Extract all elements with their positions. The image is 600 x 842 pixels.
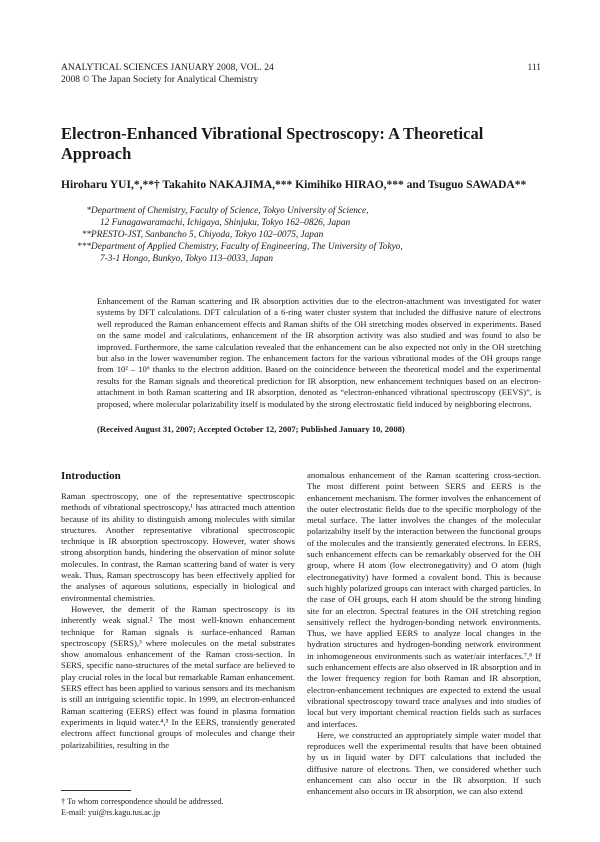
paper-title: Electron-Enhanced Vibrational Spectroscopy: A Theoretical Approach (61, 124, 484, 163)
paragraph: However, the demerit of the Raman spectroscopy is its inherently weak signal.² The most well-known enhancement technique for Raman signals is surface-enhanced Raman spectroscopy (SERS),³ where molecules on the metal substrates show anomalous enhancement of the Raman cross-section. In SERS, specific nano-structures of the metal surface are believed to play crucial roles in the local but remarkable Raman enhancement. SERS effect has been applied to various sensors and its mechanism is still an intriguing scientific topic. In 1999, an electron-enhanced Raman scattering (EERS) effect was found in plasma formation experiments in liquid water.⁴,⁵ In the EERS, transiently generated electrons affect functional groups of molecules and change their polarizabilities, resulting in the (61, 603, 295, 750)
paragraph: Here, we constructed an appropriately simple water model that reproduces well the experimental results that have been obtained by us in liquid water by DFT calculations that included the diffusive nature of electrons. Then, we considered whether such enhancement can also occur in the IR absorption. If such enhancement also occurs in IR absorption, we can also extend (307, 729, 541, 797)
received-dates: (Received August 31, 2007; Accepted October 12, 2007; Published January 10, 2008) (97, 424, 405, 434)
paragraph: anomalous enhancement of the Raman scattering cross-section. The most different point between SERS and EERS is the enhancement mechanism. The former involves the enhancement of the outer electrostatic fields due to the specific morphology of the metal surface. The latter involves the changes of the molecular polarizabilty itself by the interaction between the functional groups of the molecules and the transiently generated electrons. In EERS, such enhancement effects can be remarkably observed for the OH group, where H atom (low electronegativity) and O atom (high electronegativity) have formed a covalent bond. This is because such highly polarized groups can interact with charged particles. In the case of OH groups, each H atom should be the strong binding site for an electron. Spectral features in the OH stretching region sensitively reflect the hydrogen-bonding network environments. Thus, we have applied EERS to analyze local changes in the hydration structures and hydrogen-bonding network environment in inhomogeneous environments such as water/air interfaces.⁷,⁸ If such enhancement effects are also observed in IR absorption and in the lower frequency region for both Raman and IR absorption, electron-enhancement techniques are expected to extend the usual vibrational spectroscopy toward trace analyses and into studies of local but very important chemical reaction fields such as surfaces and interfaces. (307, 470, 541, 729)
journal-line: ANALYTICAL SCIENCES JANUARY 2008, VOL. 24 (61, 63, 274, 73)
affiliations (61, 205, 531, 265)
copyright-line: 2008 © The Japan Society for Analytical Chemistry (61, 75, 259, 85)
section-heading-introduction: Introduction (61, 470, 121, 482)
footnote-correspondence: † To whom correspondence should be addressed. (61, 797, 224, 806)
affiliation-line: 7-3-1 Hongo, Bunkyo, Tokyo 113–0033, Japan (100, 254, 273, 264)
affiliation-line: PRESTO-JST, Sanbancho 5, Chiyoda, Tokyo 102–0075, Japan (91, 230, 324, 240)
affiliation-line: Department of Applied Chemistry, Faculty of Engineering, The University of Tokyo, (91, 242, 403, 252)
right-column (307, 470, 541, 798)
affiliation-mark: *** (77, 242, 91, 252)
affiliation-line: 12 Funagawaramachi, Ichigaya, Shinjuku, Tokyo 162–0826, Japan (100, 218, 351, 228)
left-column (61, 470, 295, 751)
affiliation-mark: * (86, 206, 91, 216)
affiliation-mark: ** (81, 230, 91, 240)
paragraph: Raman spectroscopy, one of the representative spectroscopic methods of vibrational spectroscopy,¹ has attracted much attention because of its ability to distinguish among molecules with similar structures. Another representative vibrational spectroscopic technique is IR absorption spectroscopy. However, water shows strong absorption bands, hindering the observation of minor solute molecules. In contrast, the Raman scattering band of water is very weak. Thus, Raman spectroscopy has been effectively applied for the analyses of aqueous solutions, especially in biological and environmental chemistries. (61, 491, 295, 603)
abstract: Enhancement of the Raman scattering and IR absorption activities due to the electron-attachment was investigated for water systems by DFT calculations. DFT calculation of a 6-ring water cluster system that included the diffusive nature of electrons well reproduced the Raman enhancement effects and Raman shifts of the OH stretching modes observed in experiments. Based on the same model and calculations, enhancement of the IR absorption activity was also studied and was found to also be improved. Furthermore, the same calculation revealed that the enhancement can be also expected not only in the OH stretching but also in the lower wavenumber region. The enhancement factors for the various vibrational modes of the OH groups range from 10² – 10⁶ thanks to the electron addition. Based on the coincidence between the theoretical model and the experimental results for the Raman signals and theoretical prediction for IR absorption, new enhancement techniques based on an electron-attachment in both Raman scattering and IR absorption, denoted as “electron-enhanced vibrational spectroscopy (EEVS)”, is proposed, where molecular polarizability itself is modulated by the strong electrostatic field induced by neighboring electrons. (97, 296, 541, 409)
affiliation-line: Department of Chemistry, Faculty of Science, Tokyo University of Science, (91, 206, 369, 216)
footnote-divider (61, 790, 131, 791)
author-list: Hiroharu YUI,*,**† Takahito NAKAJIMA,*** Kimihiko HIRAO,*** and Tsuguo SAWADA** (61, 179, 527, 191)
footnote-email: E-mail: yui@rs.kagu.tus.ac.jp (61, 808, 161, 817)
page-number: 111 (527, 63, 541, 73)
affiliation-2 (61, 229, 531, 241)
affiliation-1 (61, 205, 531, 229)
affiliation-3 (61, 241, 531, 265)
footnote (61, 796, 295, 818)
running-head (61, 62, 541, 86)
